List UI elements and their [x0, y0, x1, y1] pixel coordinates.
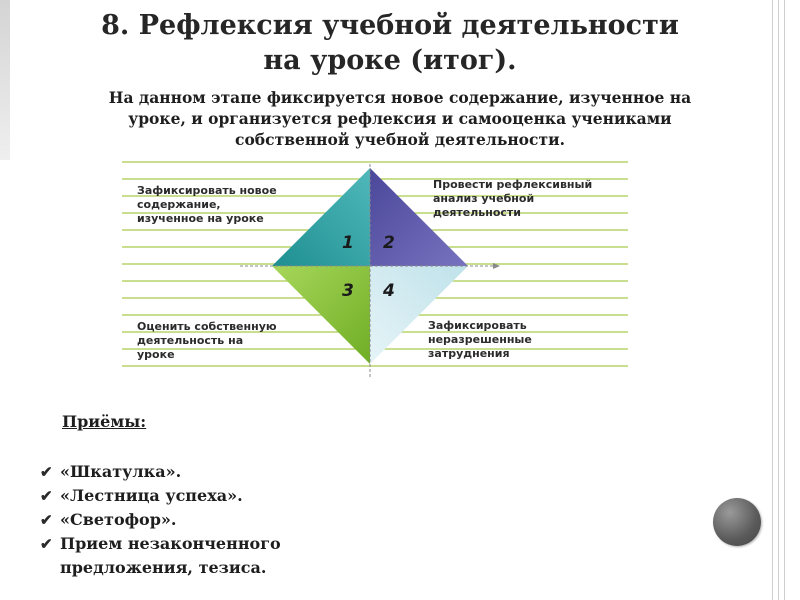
- technique-label-line-2: предложения, тезиса.: [60, 558, 267, 577]
- title-line-1: 8. Рефлексия учебной деятельности: [101, 10, 679, 41]
- list-item: [40, 532, 281, 580]
- text-q2-line-3: деятельности: [433, 206, 522, 219]
- text-q2-line-1: Провести рефлексивный: [433, 178, 593, 191]
- text-quadrant-2: [433, 178, 592, 220]
- text-q4-line-1: Зафиксировать: [428, 319, 527, 332]
- checkmark-icon: ✔: [40, 511, 53, 529]
- text-quadrant-4: [428, 319, 532, 361]
- technique-label: «Лестница успеха».: [60, 486, 243, 505]
- quadrant-4-number: 4: [383, 281, 395, 301]
- technique-label: «Шкатулка».: [60, 462, 182, 481]
- intro-line-3: собственной учебной деятельности.: [235, 130, 565, 149]
- technique-label-line-1: Прием незаконченного: [60, 534, 281, 553]
- techniques-list: [40, 460, 281, 580]
- text-q2-line-2: анализ учебной: [433, 192, 535, 205]
- slide-nav-button[interactable]: [713, 498, 761, 546]
- quadrant-2-number: 2: [383, 233, 395, 253]
- text-q1-line-3: изученное на уроке: [137, 212, 264, 225]
- text-quadrant-3: [137, 320, 277, 362]
- text-q1-line-2: содержание,: [137, 198, 221, 211]
- text-q1-line-1: Зафиксировать новое: [137, 184, 277, 197]
- text-q4-line-3: затруднения: [428, 347, 510, 360]
- checkmark-icon: ✔: [40, 463, 53, 481]
- intro-line-2: уроке, и организуется рефлексия и самооценка учениками: [128, 109, 672, 128]
- text-q3-line-3: уроке: [137, 348, 175, 361]
- quadrant-1-shape: [272, 168, 370, 266]
- list-item: [40, 484, 281, 508]
- text-q3-line-2: деятельность на: [137, 334, 244, 347]
- intro-line-1: На данном этапе фиксируется новое содержание, изученное на: [108, 88, 692, 107]
- quadrant-3-number: 3: [342, 281, 354, 301]
- checkmark-icon: ✔: [40, 535, 53, 553]
- list-item: [40, 460, 281, 484]
- text-q3-line-1: Оценить собственную: [137, 320, 277, 333]
- technique-label: [60, 532, 281, 580]
- text-quadrant-1: [137, 184, 277, 226]
- techniques-title: Приёмы:: [62, 412, 147, 431]
- technique-label: «Светофор».: [60, 510, 177, 529]
- list-item: [40, 508, 281, 532]
- text-q4-line-2: неразрешенные: [428, 333, 532, 346]
- checkmark-icon: ✔: [40, 487, 53, 505]
- title-line-2: на уроке (итог).: [263, 45, 517, 76]
- quadrant-1-number: 1: [342, 233, 354, 253]
